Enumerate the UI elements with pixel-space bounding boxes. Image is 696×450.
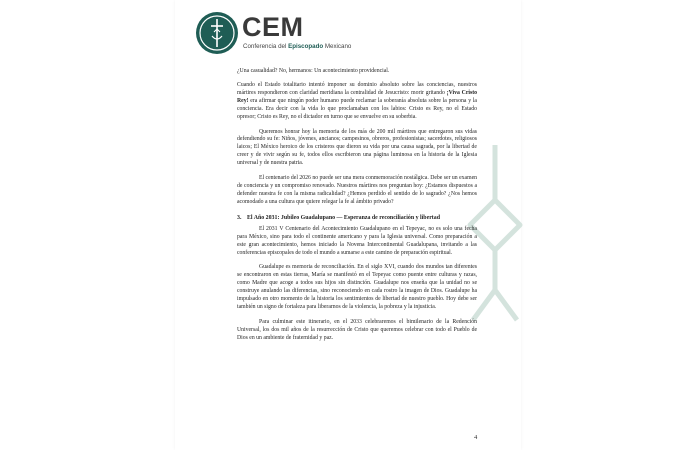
letter-body <box>237 68 477 349</box>
section-heading: 3. El Año 2031: Jubileo Guadalupano — Esperanza de reconciliación y libertad <box>237 214 440 221</box>
cross-emblem-icon <box>196 12 238 54</box>
paragraph: El centenario del 2026 no puede ser una mera conmemoración nostálgica. Debe ser un examen de conciencia y un compromiso renovado. Nuestros mártires nos preguntan hoy: ¿Estamos dispuestos a defender nuestra fe con la misma radicalidad? ¿Hemos perdido el sentido de lo sagrado? ¿Nos hemos acomodado a una cultura que quiere relegar la fe al ámbito privado? <box>237 175 477 205</box>
paragraph: Queremos honrar hoy la memoria de los más de 200 mil mártires que entregaron sus vidas defendiendo su fe: Niños, jóvenes, ancianos; campesinos, obreros, profesionistas; sacerdotes, religiosos laicos; El México heroico de los cristeros que dieron su vida por una causa sagrada, por la libertad de creer y de vivir según su fe, todos ellos escribieron una página luminosa en la historia de la Iglesia universal y de nuestra patria. <box>237 128 477 167</box>
page-number: 4 <box>474 434 478 441</box>
cem-logo-emblem <box>196 12 238 54</box>
paragraph: Cuando el Estado totalitario intentó imponer su dominio absoluto sobre las conciencias, nuestros mártires respondieron con claridad meridiana la centralidad de Jesucristo: morir gritando ¡Viva Cristo Rey! era afirmar que ningún poder humano puede reclamar la soberanía absoluta sobre la persona y la conciencia. Era decir con la vida lo que proclamaban con los labios: Cristo es Rey, no el Estado opresor; Cristo es Rey, no el dictador en turno que se envuelve en su soberbia. <box>237 81 478 120</box>
paragraph: El 2031 V Centenario del Acontecimiento Guadalupano en el Tepeyac, no es solo una fecha para México, sino para todo el continente americano y para la Iglesia universal. Como preparación a este gran acontecimiento, hemos iniciado la Novena Intercontinental Guadalupana, invitando a las conferencias episcopales de todo el mundo a sumarse a este camino de preparación espiritual. <box>237 225 477 256</box>
paragraph: Para culminar este itinerario, en el 2033 celebraremos el bimilenario de la Redención Universal, los dos mil años de la resurrección de Cristo que queremos celebrar con todo el Pueblo de Dios en un ambiente de fraternidad y paz. <box>237 318 477 341</box>
paragraph: ¿Una casualidad? No, hermanos: Un acontecimiento providencial. <box>237 68 390 74</box>
logo-subtitle: Conferencia del Episcopado Mexicano <box>243 43 352 50</box>
logo-title: CEM <box>242 12 304 42</box>
paragraph: Guadalupe es memoria de reconciliación. En el siglo XVI, cuando dos mundos tan diferentes se encontraron en estas tierras, María se manifestó en el Tepeyac como puente entre culturas y razas, como Madre que acoge a todos sus hijos sin distinción. Guadalupe nos enseña que la unidad no se construye anulando las diferencias, sino reconociendo en cada rostro la imagen de Dios. Guadalupe ha impulsado en otro momento de la historia los sentimientos de libertad de nuestro pueblo. Hoy debe ser también un signo de fortaleza para liberarnos de la violencia, la pobreza y la injusticia. <box>237 264 477 311</box>
